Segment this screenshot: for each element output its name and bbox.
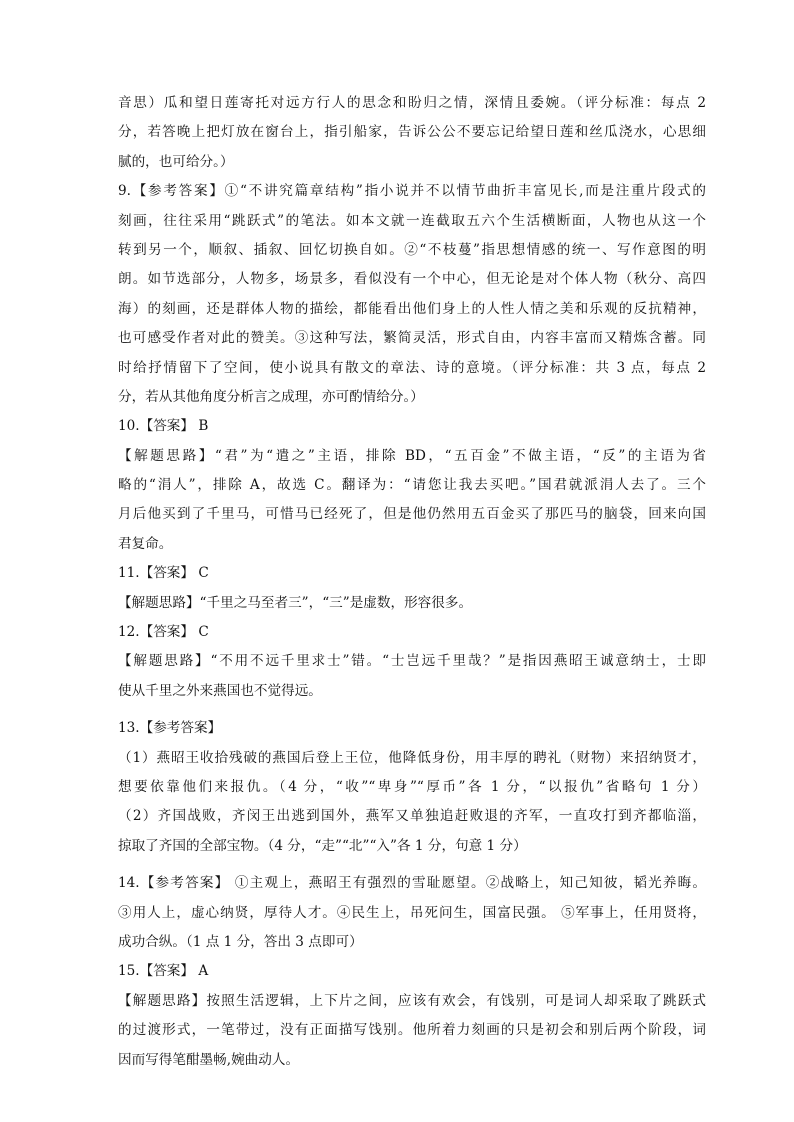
text-line: 海）的刻画，还是群体人物的描绘，都能看出他们身上的人性人情之美和乐观的反抗精神， [118,300,706,317]
text-line: 【解题思路】“千里之马至者三”，“三”是虚数，形容很多。 [118,594,473,611]
text-line: 略的“涓人”，排除 A，故选 C。翻译为：“请您让我去买吧。”国君就派涓人去了。三个 [118,477,706,494]
text-line: 掠取了齐国的全部宝物。（4 分，“走”“北”“入”各 1 分，句意 1 分） [118,837,527,854]
answer-key-page [118,92,706,1078]
text-line: 想要依靠他们来报仇。（4 分，“收”“卑身”“厚币”各 1 分，“以报仇”省略句 1 分） [118,778,706,795]
text-line: 因而写得笔酣墨畅,婉曲动人。 [118,1051,300,1068]
text-line: 【解题思路】“君”为“遣之”主语，排除 BD，“五百金”不做主语，“反”的主语为省 [118,447,706,464]
text-line: 14.【参考答案】 ①主观上，燕昭王有强烈的雪耻愿望。②战略上，知己知彼，韬光养晦。 [118,875,706,892]
text-line: 也可感受作者对此的赞美。③这种写法，繁简灵活，形式自由，内容丰富而又精炼含蓄。同 [118,330,706,347]
text-line: 9.【参考答案】①“不讲究篇章结构”指小说并不以情节曲折丰富见长,而是注重片段式的 [118,183,706,200]
text-line: 腻的，也可给分。） [118,153,234,170]
text-line: ③用人上，虚心纳贤，厚待人才。④民生上，吊死问生，国富民强。 ⑤军事上，任用贤将， [118,904,706,921]
section-gap [118,709,706,717]
text-line: 15.【答案】 A [118,963,209,980]
text-line: 音思）瓜和望日莲寄托对远方行人的思念和盼归之情，深情且委婉。（评分标准：每点 2 [118,95,706,111]
text-line: 分，若答晚上把灯放在窗台上，指引船家，告诉公公不要忘记给望日莲和丝瓜浇水，心思细 [118,124,706,141]
text-line: 成功合纵。（1 点 1 分，答出 3 点即可） [118,933,363,950]
text-line: 时给抒情留下了空间，使小说具有散文的章法、诗的意境。（评分标准：共 3 点，每点 2 [118,359,706,376]
text-line: 【解题思路】“不用不远千里求士”错。“士岂远千里哉？”是指因燕昭王诚意纳士，士即 [118,653,706,670]
text-line: 13.【参考答案】 [118,720,222,737]
text-line: 11.【答案】 C [118,565,209,582]
text-line: 的过渡形式，一笔带过，没有正面描写饯别。他所着力刻画的只是初会和别后两个阶段，词 [118,1022,706,1039]
text-line: 分，若从其他角度分析言之成理，亦可酌情给分。） [118,388,424,405]
text-line: （2）齐国战败，齐闵王出逃到国外，燕军又单独追赶败退的齐军，一直攻打到齐都临淄， [118,808,706,825]
text-line: （1）燕昭王收拾残破的燕国后登上王位，他降低身份，用丰厚的聘礼（财物）来招纳贤才， [118,749,706,766]
text-line: 使从千里之外来燕国也不觉得远。 [118,682,322,699]
text-line: 刻画，往往采用“跳跃式”的笔法。如本文就一连截取五六个生活横断面，人物也从这一个 [118,212,706,229]
text-line: 朗。如节选部分，人物多，场景多，看似没有一个中心，但无论是对个体人物（秋分、高四 [118,271,706,288]
text-line: 月后他买到了千里马，可惜马已经死了，但是他仍然用五百金买了那匹马的脑袋，回来向国 [118,506,706,523]
text-line: 君复命。 [118,535,173,552]
text-line: 10.【答案】 B [118,418,209,435]
text-line: 转到另一个，顺叙、插叙、回忆切换自如。②“不枝蔓”指思想情感的统一、写作意图的明 [118,241,706,258]
section-gap [118,864,706,872]
text-line: 【解题思路】按照生活逻辑，上下片之间，应该有欢会，有饯别，可是词人却采取了跳跃式 [118,992,706,1009]
text-line: 12.【答案】 C [118,624,209,641]
